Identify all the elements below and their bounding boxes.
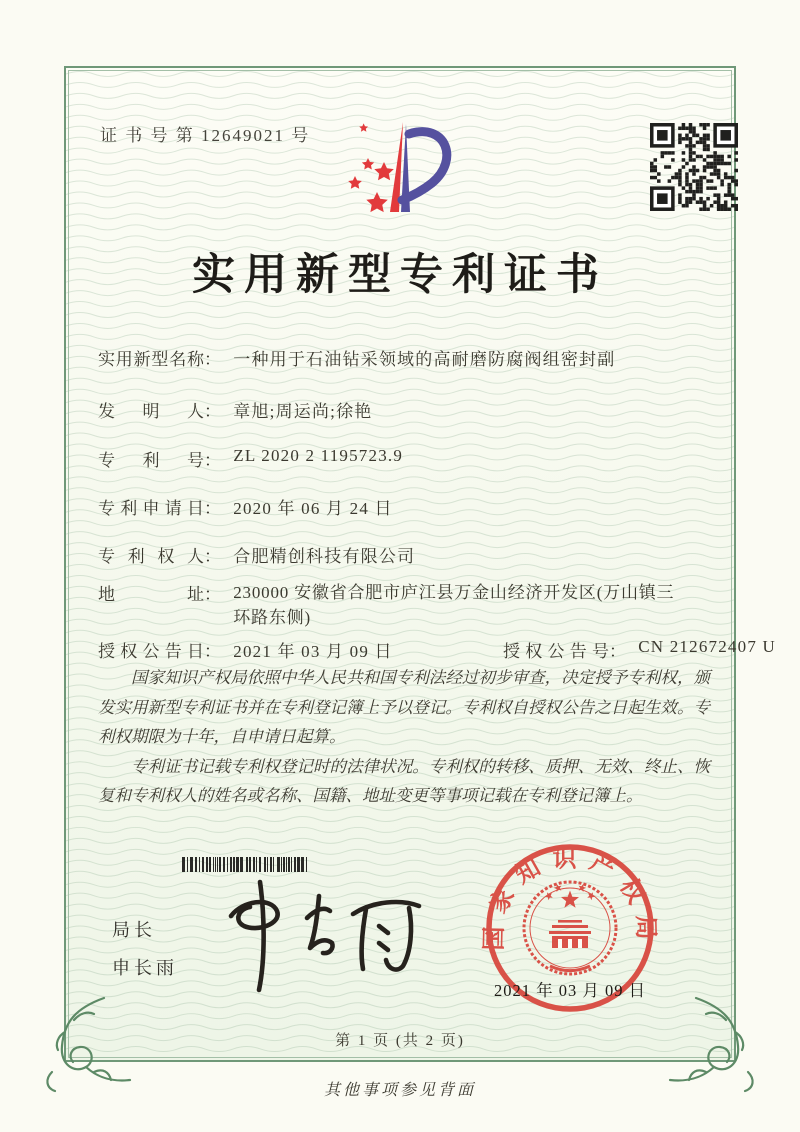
legal-text-block	[98, 663, 710, 811]
back-note: 其他事项参见背面	[323, 1082, 476, 1099]
grant-number-pair	[503, 637, 776, 662]
seal-date: 2021 年 03 月 09 日	[493, 981, 647, 1000]
legal-paragraph: 专利证书记载专利权登记时的法律状况。专利权的转移、质押、无效、终止、恢复和专利权人的姓名或名称、国籍、地址变更等事项记载在专利登记簿上。	[98, 756, 710, 805]
colon: ：	[204, 350, 221, 369]
colon: ：	[204, 451, 221, 470]
field-value: 230000 安徽省合肥市庐江县万金山经济开发区(万山镇三环路东侧)	[233, 583, 675, 627]
field-label: 授权公告号	[503, 642, 609, 661]
cnipa-logo-icon	[332, 110, 468, 224]
field-label: 专利权人	[98, 547, 204, 566]
colon: ：	[204, 642, 221, 661]
issuer-block	[112, 911, 178, 987]
field-label: 专利申请日	[98, 499, 204, 518]
field-row-address	[98, 580, 681, 630]
field-label: 授权公告日	[98, 642, 204, 661]
director-signature-icon	[203, 868, 438, 998]
legal-paragraph: 国家知识产权局依照中华人民共和国专利法经过初步审查，决定授予专利权，颁发实用新型专利证书并在专利登记簿上予以登记。专利权自授权公告之日起生效。专利权期限为十年，自申请日起算。	[98, 668, 710, 746]
field-value: 2020 年 06 月 24 日	[233, 499, 393, 518]
field-value: 2021 年 03 月 09 日	[233, 642, 393, 661]
field-label: 地址	[98, 585, 204, 604]
qr-code	[650, 123, 738, 211]
field-value: 一种用于石油钻采领域的高耐磨防腐阀组密封副	[233, 350, 616, 369]
colon: ：	[609, 642, 626, 661]
certificate-number: 证 书 号 第 12649021 号	[100, 126, 311, 145]
field-value: 章旭;周运尚;徐艳	[233, 402, 373, 421]
field-row-inventors	[98, 397, 373, 422]
issuer-title: 局长	[112, 920, 156, 940]
seal-ring-text: 国家知识产权局	[481, 846, 659, 951]
page-indicator: 第 1 页 (共 2 页)	[335, 1033, 465, 1049]
field-value: ZL 2020 2 1195723.9	[233, 446, 404, 465]
field-row-grant	[98, 637, 776, 662]
field-label: 发明人	[98, 402, 204, 421]
field-row-filing-date	[98, 494, 393, 519]
field-value: CN 212672407 U	[638, 637, 776, 656]
issuer-name: 申长雨	[112, 958, 178, 978]
field-value: 合肥精创科技有限公司	[233, 547, 416, 566]
field-label: 实用新型名称	[98, 350, 204, 369]
colon: ：	[204, 585, 221, 604]
colon: ：	[204, 499, 221, 518]
field-row-patent-number	[98, 446, 403, 471]
field-label: 专利号	[98, 451, 204, 470]
colon: ：	[204, 402, 221, 421]
colon: ：	[204, 547, 221, 566]
field-row-name	[98, 345, 615, 370]
field-row-patentee	[98, 542, 415, 567]
document-title: 实用新型专利证书	[192, 252, 608, 299]
